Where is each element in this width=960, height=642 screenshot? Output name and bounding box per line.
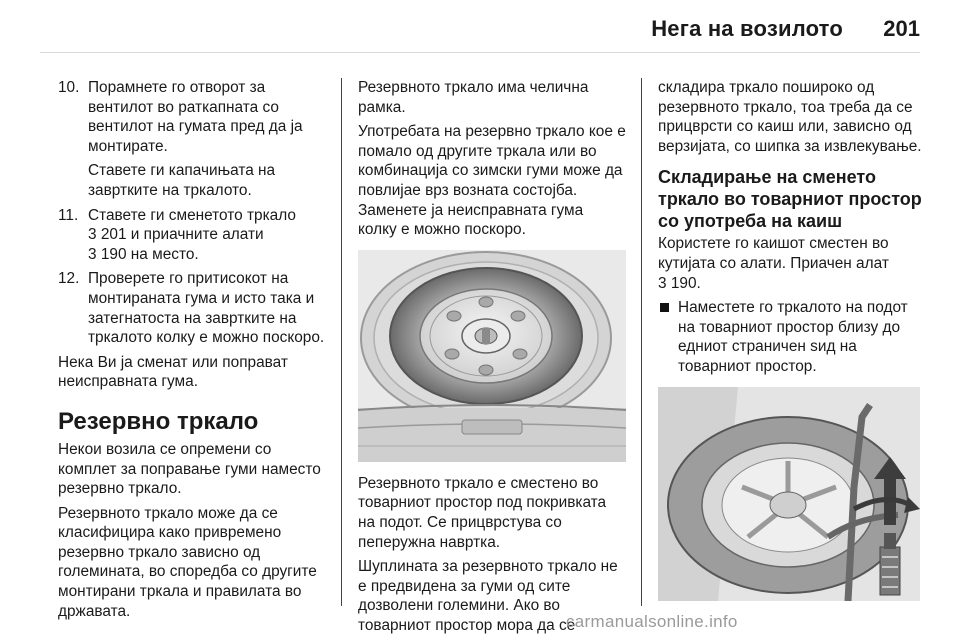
paragraph: Резервното тркало е сместено во товарниот простор под покривката на подот. Се прицврстува со пеперужна навртка. [358, 474, 607, 551]
cross-reference[interactable]: 3 190. [658, 274, 701, 292]
paragraph-line: Користете го каишот сместен во кутијата со алати. Приачен алат [658, 235, 889, 272]
square-bullet-icon [660, 303, 669, 312]
step-text-line: Ставете ги сменетото тркало [88, 206, 296, 224]
step-text-line[interactable]: 3 190 на место. [88, 245, 199, 263]
step-12 [58, 269, 326, 347]
step-number: 11. [58, 206, 79, 224]
step-text: Проверете го притисокот на монтираната гума и исто така и затегнатоста на завртките на тркалото колку е можно поскоро. [88, 270, 325, 347]
spare-wheel-svg [358, 250, 626, 462]
paragraph: Резервното тркало има челична рамка. [358, 79, 589, 116]
column-1 [58, 78, 326, 626]
header-title: Нега на возилото [651, 16, 843, 41]
bullet-item [658, 298, 928, 376]
bullet-text: Наместете го тркалото на подот на товарниот простор близу до едниот страничен sид на товарниот простор. [678, 299, 908, 375]
column-3 [658, 78, 928, 601]
page-header [0, 0, 960, 52]
column-divider [341, 78, 342, 606]
step-number: 12. [58, 270, 80, 288]
step-10 [58, 78, 326, 201]
watermark: carmanualsonline.info [566, 612, 738, 631]
column-divider [641, 78, 642, 606]
column-2 [358, 78, 626, 641]
paragraph: Нека Ви ја сменат или поправат неисправната гума. [58, 353, 288, 391]
step-text-line[interactable]: 3 201 и приачните алати [88, 226, 264, 244]
section-title: Резервно тркало [58, 407, 259, 435]
strap-illustration [658, 387, 920, 601]
paragraph: Некои возила се опремени со комплет за поправање гуми наместо резервно тркало. [58, 440, 321, 498]
spare-wheel-illustration [358, 250, 626, 462]
paragraph: Резервното тркало може да се класифицира како привремено резервно тркало зависно од големината, во споредба со другите монтирани тркала и правилата во државата. [58, 504, 317, 620]
strap-svg [658, 387, 920, 601]
page-number: 201 [883, 16, 920, 41]
step-text: Порамнете го отворот за вентилот во раткапната со вентилот на гумата пред да ја монтирате. [88, 79, 303, 155]
step-text: Ставете ги капачињата на завртките на тркалото. [88, 162, 276, 199]
subsection-title: Складирање на сменето тркало во товарниот простор со употреба на каиш [658, 167, 922, 232]
step-11 [58, 206, 326, 265]
paragraph: Употребата на резервно тркало кое е помало од другите тркала или во комбинација со зимски гуми може да повлијае врз возната состојба. Заменете ја неисправната гума колку е можно поскоро. [358, 123, 626, 239]
paragraph: складира тркало пошироко од резервното тркало, тоа треба да се прицврсти со каиш или, зависно од верзијата, со шипка за извлекување. [658, 79, 922, 155]
paragraph: Шуплината за резервното тркало не е предвидена за гуми од сите дозволени големини. Ако во товарниот простор мора да се [358, 558, 618, 634]
step-number: 10. [58, 79, 80, 96]
header-rule [40, 52, 920, 53]
